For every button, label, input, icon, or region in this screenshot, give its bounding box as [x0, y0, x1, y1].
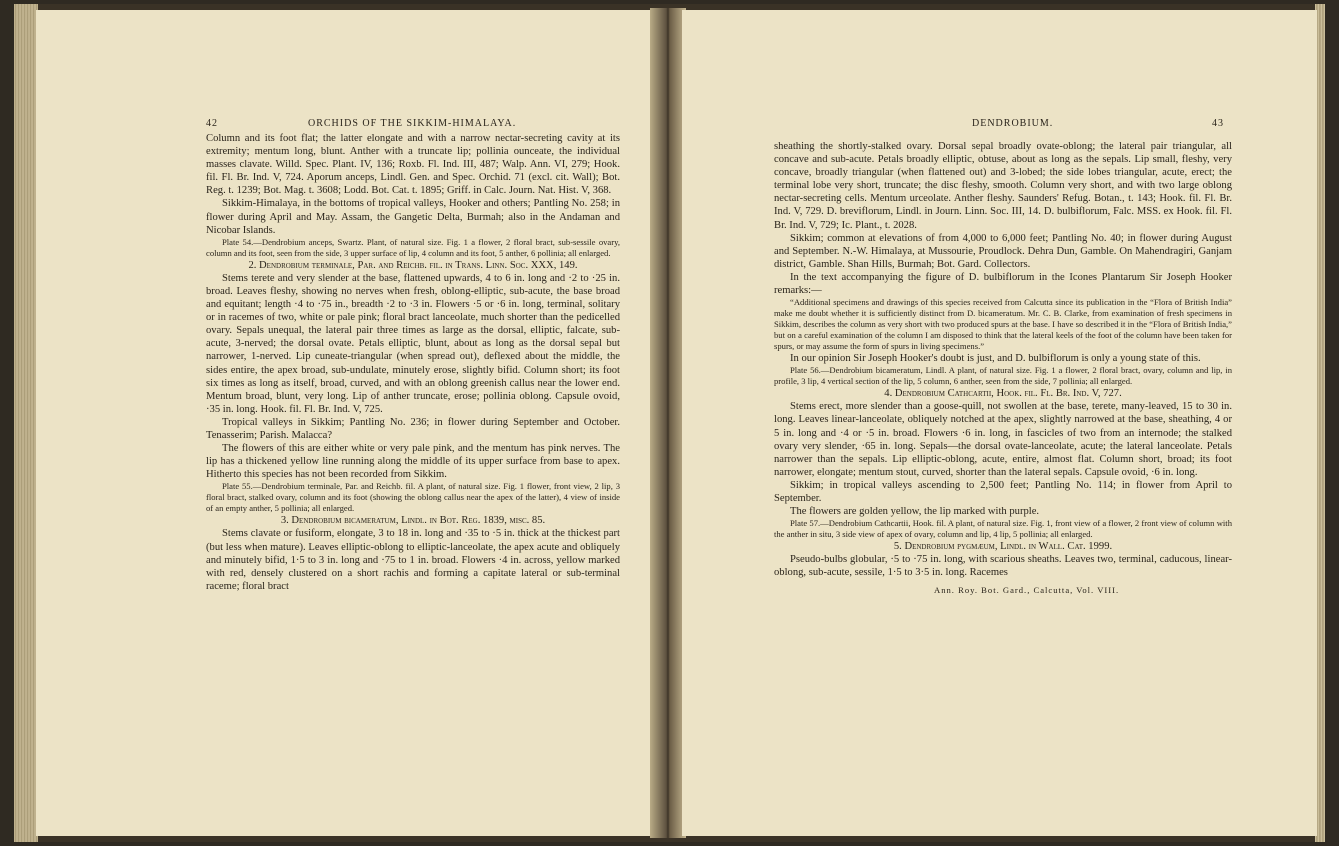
- species-heading-4: 4. Dendrobium Cathcartii, Hook. fil. Fl. Br. Ind. V, 727.: [884, 388, 1122, 400]
- book-gutter: [650, 8, 686, 838]
- left-page-number: 42: [206, 118, 218, 129]
- species-heading-2: 2. Dendrobium terminale, Par. and Reichb. fil. in Trans. Linn. Soc. XXX, 149.: [248, 259, 578, 271]
- left-running-head: ORCHIDS OF THE SIKKIM-HIMALAYA.: [308, 118, 517, 129]
- page-edges-left: [14, 4, 38, 842]
- right-para-7: The flowers are golden yellow, the lip marked with purple.: [790, 506, 1040, 518]
- hooker-quote: “Additional specimens and drawings of this species received from Calcutta since its publication in the “Flora of British India” make me doubt whether it is sufficiently distinct from D. bicameratum. Mr. C. B. Clarke, from examination of fresh specimens in Sikkim, describes the column as very short with two produced spurs at the base. I have so described it in the “Flora of British India,” but on a careful examination of the column I am disposed to think that the lateral keels of the foot of the column have been taken for spurs, or may assume the form of spurs in living specimens.”: [774, 297, 1232, 352]
- species-heading-5: 5. Dendrobium pygmæum, Lindl. in Wall. Cat. 1999.: [893, 541, 1113, 553]
- plate-56-caption: Plate 56.—Dendrobium bicameratum, Lindl. A plant, of natural size. Fig. 1 a flower, 2 floral bract, ovary, column and lip, in profile, 3 lip, 4 vertical section of the lip, 5 column, 6 anther, seen from the side, 7 pollinia; all enlarged.: [774, 365, 1232, 387]
- right-page: [682, 10, 1317, 836]
- left-para-3: Stems terete and very slender at the base, flattened upwards, 4 to 6 in. long and ·2 to ·25 in. broad. Leaves fleshy, showing no nerves when fresh, oblong-elliptic, sub-acute, the base broad and equitant; length ·4 to ·75 in., breadth ·2 to ·3 in. Flowers ·5 or ·6 in. long, terminal, solitary or in racemes of two, white or pale pink; floral bract lanceolate, much shorter than the pedicelled ovary. Sepals unequal, the lateral pair three times as large as the dorsal, elliptic, falcate, sub-acute, 3-nerved; the dorsal ovate. Petals elliptic, blunt, about as long as the dorsal sepal but narrower, 1-nerved. Lip cuneate-triangular (when spread out), deflexed about the middle, the sides entire, the apex broad, sub-undulate, minutely erose, slightly bifid. Column short; its foot six times as long as itself, broad, curved, and with an oblong greenish callus near the lower end. Mentum broad, blunt, very long. Lip of anther truncate, erose; pollinia oblong. Capsule ovoid, ·35 in. long. Hook. fil. Fl. Br. Ind. V, 725.: [206, 272, 620, 415]
- species-heading-3: 3. Dendrobium bicameratum, Lindl. in Bot. Reg. 1839, misc. 85.: [280, 515, 546, 527]
- footer-signature: Ann. Roy. Bot. Gard., Calcutta, Vol. VIII.: [934, 585, 1120, 596]
- right-para-5: Stems erect, more slender than a goose-quill, not swollen at the base, terete, many-leaved, 15 to 30 in. long. Leaves linear-lanceolate, obliquely notched at the apex, slightly narrowed at the base, sheathing, 4 or 5 in. long and ·4 or ·5 in. broad. Flowers ·6 in. long, in fascicles of two from an internode; the stalked ovary very slender, ·65 in. long. Sepals—the dorsal ovate-lanceolate, acute; the lateral lanceolate. Petals narrower than the sepals. Lip elliptic-oblong, acute, entire, almost flat. Column short, broad; its foot narrower, elongate; mentum stout, curved, shorter than the lateral sepals. Capsule ovoid, ·6 in. long.: [774, 401, 1232, 478]
- right-para-1: sheathing the shortly-stalked ovary. Dorsal sepal broadly ovate-oblong; the lateral pair triangular, all concave and sub-acute. Petals broadly elliptic, obtuse, about as long as the sepals. Lip small, fleshy, very concave, broadly triangular (when flattened out) and 3-lobed; the side lobes triangular, acute, erect; the terminal lobe very short, truncate; the disc fleshy, smooth. Column very short, and with two large oblong nectar-secreting cells. Mentum urceolate. Anther fleshy. Saunders' Refug. Botan., t. 143; Hook. fil. Fl. Br. Ind. V, 729. D. breviflorum, Lindl. in Journ. Linn. Soc. III, 14. D. bulbiflorum, Falc. MSS. ex Hook. fil. Fl. Br. Ind. V, 729; Ic. Plant., t. 2028.: [774, 141, 1232, 231]
- left-para-6: Stems clavate or fusiform, elongate, 3 to 18 in. long and ·35 to ·5 in. thick at the thickest part (but less when mature). Leaves elliptic-oblong to elliptic-lanceolate, the apex acute and obliquely and minutely bifid, 1·5 to 3 in. long and ·75 to 1 in. broad. Flowers ·4 in. across, yellow marked with red, densely clustered on a short rachis and forming a capitate lateral or sub-terminal raceme; floral bract: [206, 528, 620, 592]
- left-para-5: The flowers of this are either white or very pale pink, and the mentum has pink nerves. The lip has a thickened yellow line running along the middle of its upper surface from base to apex. Hitherto this species has not been recorded from Sikkim.: [206, 443, 620, 481]
- plate-54-caption: Plate 54.—Dendrobium anceps, Swartz. Plant, of natural size. Fig. 1 a flower, 2 floral bract, sub-sessile ovary, column and its foot, seen from the side, 3 upper surface of lip, 4 column and its foot, 5 anther, 6 pollinia; all enlarged.: [206, 236, 620, 258]
- left-para-2: Sikkim-Himalaya, in the bottoms of tropical valleys, Hooker and others; Pantling No. 258; in flower during April and May. Assam, the Gangetic Delta, Burmah; also in the Andaman and Nicobar Islands.: [206, 198, 620, 236]
- right-running-head: DENDROBIUM.: [972, 118, 1054, 129]
- right-page-number: 43: [1212, 118, 1224, 129]
- left-para-4: Tropical valleys in Sikkim; Pantling No. 236; in flower during September and October. Tenasserim; Parish. Malacca?: [206, 416, 620, 441]
- plate-57-caption: Plate 57.—Dendrobium Cathcartii, Hook. fil. A plant, of natural size. Fig. 1, front view of a flower, 2 front view of column with the anther in situ, 3 side view of apex of ovary, column and lip, 4 lip, 5 pollinia; all enlarged.: [774, 518, 1232, 540]
- right-para-4: In our opinion Sir Joseph Hooker's doubt is just, and D. bulbiflorum is only a young state of this.: [790, 353, 1201, 365]
- left-page-text: [206, 132, 620, 593]
- plate-55-caption: Plate 55.—Dendrobium terminale, Par. and Reichb. fil. A plant, of natural size. Fig. 1 flower, front view, 2 lip, 3 floral bract, stalked ovary, column and its foot (showing the oblong callus near the apex of the latter), 4 view of inside of an empty anther, 5 pollinia; all enlarged.: [206, 481, 620, 514]
- left-para-1: Column and its foot flat; the latter elongate and with a narrow nectar-secreting cavity at its extremity; mentum long, blunt. Anther with a truncate lip; pollinia ounceate, the individual masses clavate. Willd. Spec. Plant. IV, 136; Roxb. Fl. Ind. III, 487; Walp. Ann. VI, 279; Hook. fil. Fl. Br. Ind. V, 724. Aporum anceps, Lindl. Gen. and Spec. Orchid. 71 (excl. cit. Wall); Bot. Reg. t. 1239; Bot. Mag. t. 3608; Lodd. Bot. Cat. t. 1895; Griff. in Calc. Journ. Nat. Hist. V, 368.: [206, 133, 620, 197]
- book-spread: [14, 4, 1325, 842]
- right-para-3: In the text accompanying the figure of D. bulbiflorum in the Icones Plantarum Sir Joseph Hooker remarks:—: [774, 271, 1232, 297]
- right-page-text: [774, 140, 1232, 596]
- right-para-6: Sikkim; in tropical valleys ascending to 2,500 feet; Pantling No. 114; in flower from April to September.: [774, 479, 1232, 504]
- right-para-8: Pseudo-bulbs globular, ·5 to ·75 in. long, with scarious sheaths. Leaves two, terminal, caducous, linear-oblong, sub-acute, sessile, 1·5 to 3·5 in. long. Racemes: [774, 554, 1232, 579]
- left-page: [36, 10, 672, 836]
- right-para-2: Sikkim; common at elevations of from 4,000 to 6,000 feet; Pantling No. 40; in flower during August and September. N.-W. Himalaya, at Mussourie, Proudlock. Dehra Dun, Gamble. On Mahendragiri, Ganjam district, Gamble. Shan Hills, Burmah; Bot. Gard. Collectors.: [774, 232, 1232, 270]
